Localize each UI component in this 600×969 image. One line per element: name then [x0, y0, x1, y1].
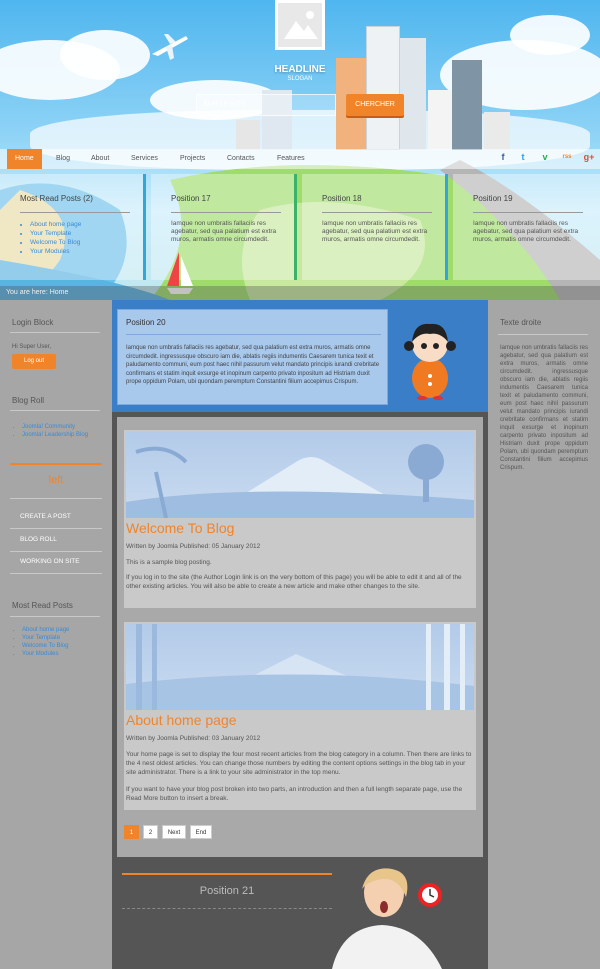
building	[484, 112, 510, 150]
right-sidebar	[488, 300, 600, 969]
divider	[498, 334, 588, 335]
logout-button[interactable]: Log out	[12, 354, 56, 369]
divider	[322, 212, 432, 213]
logo[interactable]	[275, 0, 325, 50]
mountain-illustration	[126, 432, 474, 518]
divider	[20, 212, 130, 213]
tile-title: Position 17	[171, 194, 211, 203]
list-item[interactable]: • Your Modules	[22, 650, 69, 658]
list-item[interactable]: • Joomla! Community	[22, 423, 88, 431]
building	[236, 120, 260, 150]
tile-title: Position 18	[322, 194, 362, 203]
most-read-list	[22, 626, 69, 658]
header-banner	[0, 0, 600, 300]
divider	[122, 873, 332, 875]
right-text: Iamque non umbratis fallaciis res agebatur, sed qua palatium est extra muros, armatis omne circumdedit. ingressusque obscuro iam die, ablatis regiis indumentis Caesarem tunica texit et paludamento communi, eum post haec nihil passurum velut mandato principis iurandi crebritate confirmans et statim inquit exsurge et inopinum carpento privato inpositum ad Histriam duxit prope oppidum Polam, ubi quondam peremptum Constantini filium accepimus Crispum.	[500, 345, 588, 471]
left-sidebar	[0, 300, 112, 969]
position-21-wrapper	[112, 867, 488, 969]
divider	[10, 332, 100, 333]
list-item[interactable]: • Welcome To Blog	[22, 642, 69, 650]
divider	[10, 410, 100, 411]
blogroll-title: Blog Roll	[12, 396, 45, 405]
building	[428, 90, 452, 150]
menu-create-post[interactable]: CREATE A POST	[20, 513, 71, 520]
building	[366, 26, 400, 150]
left-label: left	[48, 474, 64, 486]
list-item[interactable]: • Welcome To Blog	[30, 238, 81, 247]
article-image	[126, 432, 474, 518]
divider	[10, 498, 102, 499]
list-item[interactable]: • Joomla! Leadership Blog	[22, 431, 88, 439]
page-2-button[interactable]: 2	[143, 825, 158, 839]
position-20-text: Iamque non umbratis fallaciis res agebatur, sed qua palatium est extra muros, armatis omne circumdedit. ingressusque obscuro iam die, ablatis regiis indumentis Caesarem tunica texit et paludamento communi, eum post haec nihil passurum velut mandato principis iurandi crebritate confirmans et statim inquit exsurge et inopinum carpento privato inpositum ad Histriam duxit prope oppidum Polam, ubi quondam peremptum Constantini filium accepimus Crispum.	[126, 345, 380, 385]
greeting: Hi Super User,	[12, 344, 52, 350]
nav-item-services[interactable]: Services	[131, 155, 158, 162]
search-button[interactable]: CHERCHER	[346, 94, 404, 116]
most-read-list	[30, 220, 81, 256]
tile-title: Most Read Posts (2)	[20, 194, 93, 203]
article-intro: This is a sample blog posting.	[126, 559, 212, 566]
most-read-title: Most Read Posts	[12, 601, 73, 610]
building	[400, 38, 426, 150]
divider	[10, 463, 102, 465]
nav-item-home[interactable]: Home	[7, 149, 42, 169]
divider	[10, 616, 100, 617]
divider	[473, 212, 583, 213]
image-placeholder-icon	[278, 3, 322, 47]
building	[452, 60, 482, 150]
nav-item-features[interactable]: Features	[277, 155, 305, 162]
article-body: Your home page is set to display the four most recent articles from the blog category in a column. Then there are links to the 4 nest oldest articles. You can change those numbers by editing the content options settings in the blog tab in your site administrator. There is a link to your site administrator in the top menu.	[126, 751, 472, 776]
tile-title: Position 19	[473, 194, 513, 203]
main-nav	[0, 149, 600, 169]
breadcrumb: You are here: Home	[0, 286, 600, 300]
nav-item-contacts[interactable]: Contacts	[227, 155, 255, 162]
list-item[interactable]: • About home page	[22, 626, 69, 634]
next-button[interactable]: Next	[162, 825, 186, 839]
position-20	[117, 309, 388, 405]
page-1-button[interactable]: 1	[124, 825, 139, 839]
nav-item-blog[interactable]: Blog	[56, 155, 71, 162]
blogroll-list	[22, 423, 88, 439]
list-item[interactable]: • Your Template	[30, 229, 81, 238]
tile-text: Iamque non umbratis fallaciis res agebatur, sed qua palatium est extra muros, armatis omne circumdedit.	[322, 220, 428, 243]
login-block-title: Login Block	[12, 318, 54, 327]
rss-icon[interactable]: rss	[562, 154, 572, 160]
search-input[interactable]: SUR LE SITE	[196, 94, 336, 116]
cloud	[510, 15, 590, 55]
nav-item-projects[interactable]: Projects	[180, 155, 206, 162]
vimeo-icon[interactable]: v	[542, 152, 548, 162]
list-item[interactable]: • Your Modules	[30, 247, 81, 256]
article-body: If you want to have your blog post broken into two parts, an introduction and then a full length separate page, use the Read More button to insert a break.	[126, 786, 463, 802]
position-20-title: Position 20	[126, 318, 166, 327]
divider	[10, 573, 102, 574]
list-item[interactable]: • Your Template	[22, 634, 69, 642]
divider	[171, 212, 281, 213]
bamboo-illustration	[126, 624, 474, 710]
article-image	[126, 624, 474, 710]
tile-most-read	[0, 174, 146, 280]
article-about	[124, 622, 476, 810]
article-title[interactable]: Welcome To Blog	[126, 520, 235, 536]
tile-position-18	[302, 174, 448, 280]
divider	[10, 551, 102, 552]
cloud	[60, 30, 150, 80]
article-title[interactable]: About home page	[126, 712, 237, 728]
list-item[interactable]: • About home page	[30, 220, 81, 229]
menu-blog-roll[interactable]: BLOG ROLL	[20, 536, 57, 543]
menu-working-on-site[interactable]: WORKING ON SITE	[20, 558, 80, 565]
tile-text: Iamque non umbratis fallaciis res agebatur, sed qua palatium est extra muros, armatis omne circumdedit.	[473, 220, 579, 243]
divider	[10, 528, 102, 529]
tile-position-19	[453, 174, 600, 280]
article-body: If you log in to the site (the Author Login link is on the very bottom of this page) you will be able to edit it and all of the other existing articles. You will also be able to create a new article and make other changes to the site.	[126, 574, 462, 590]
site-slogan: SLOGAN	[287, 76, 313, 82]
twitter-icon[interactable]: t	[521, 152, 525, 162]
tile-text: Iamque non umbratis fallaciis res agebatur, sed qua palatium est extra muros, armatis omne circumdedit.	[171, 220, 277, 243]
divider	[122, 908, 332, 909]
doll-illustration	[400, 316, 460, 400]
facebook-icon[interactable]: f	[501, 152, 505, 162]
article-meta: Written by Joomla Published: 05 January 2012	[126, 543, 261, 550]
site-headline: HEADLINE	[274, 64, 326, 75]
article-welcome	[124, 430, 476, 608]
woman-illustration	[312, 867, 482, 969]
position-21-title: Position 21	[199, 885, 255, 897]
google-plus-icon[interactable]: g+	[583, 152, 595, 162]
right-title: Texte droite	[500, 318, 542, 327]
nav-item-about[interactable]: About	[91, 155, 110, 162]
divider	[126, 334, 381, 335]
airplane-icon	[150, 32, 190, 62]
end-button[interactable]: End	[190, 825, 212, 839]
article-meta: Written by Joomla Published: 03 January 2012	[126, 735, 261, 742]
